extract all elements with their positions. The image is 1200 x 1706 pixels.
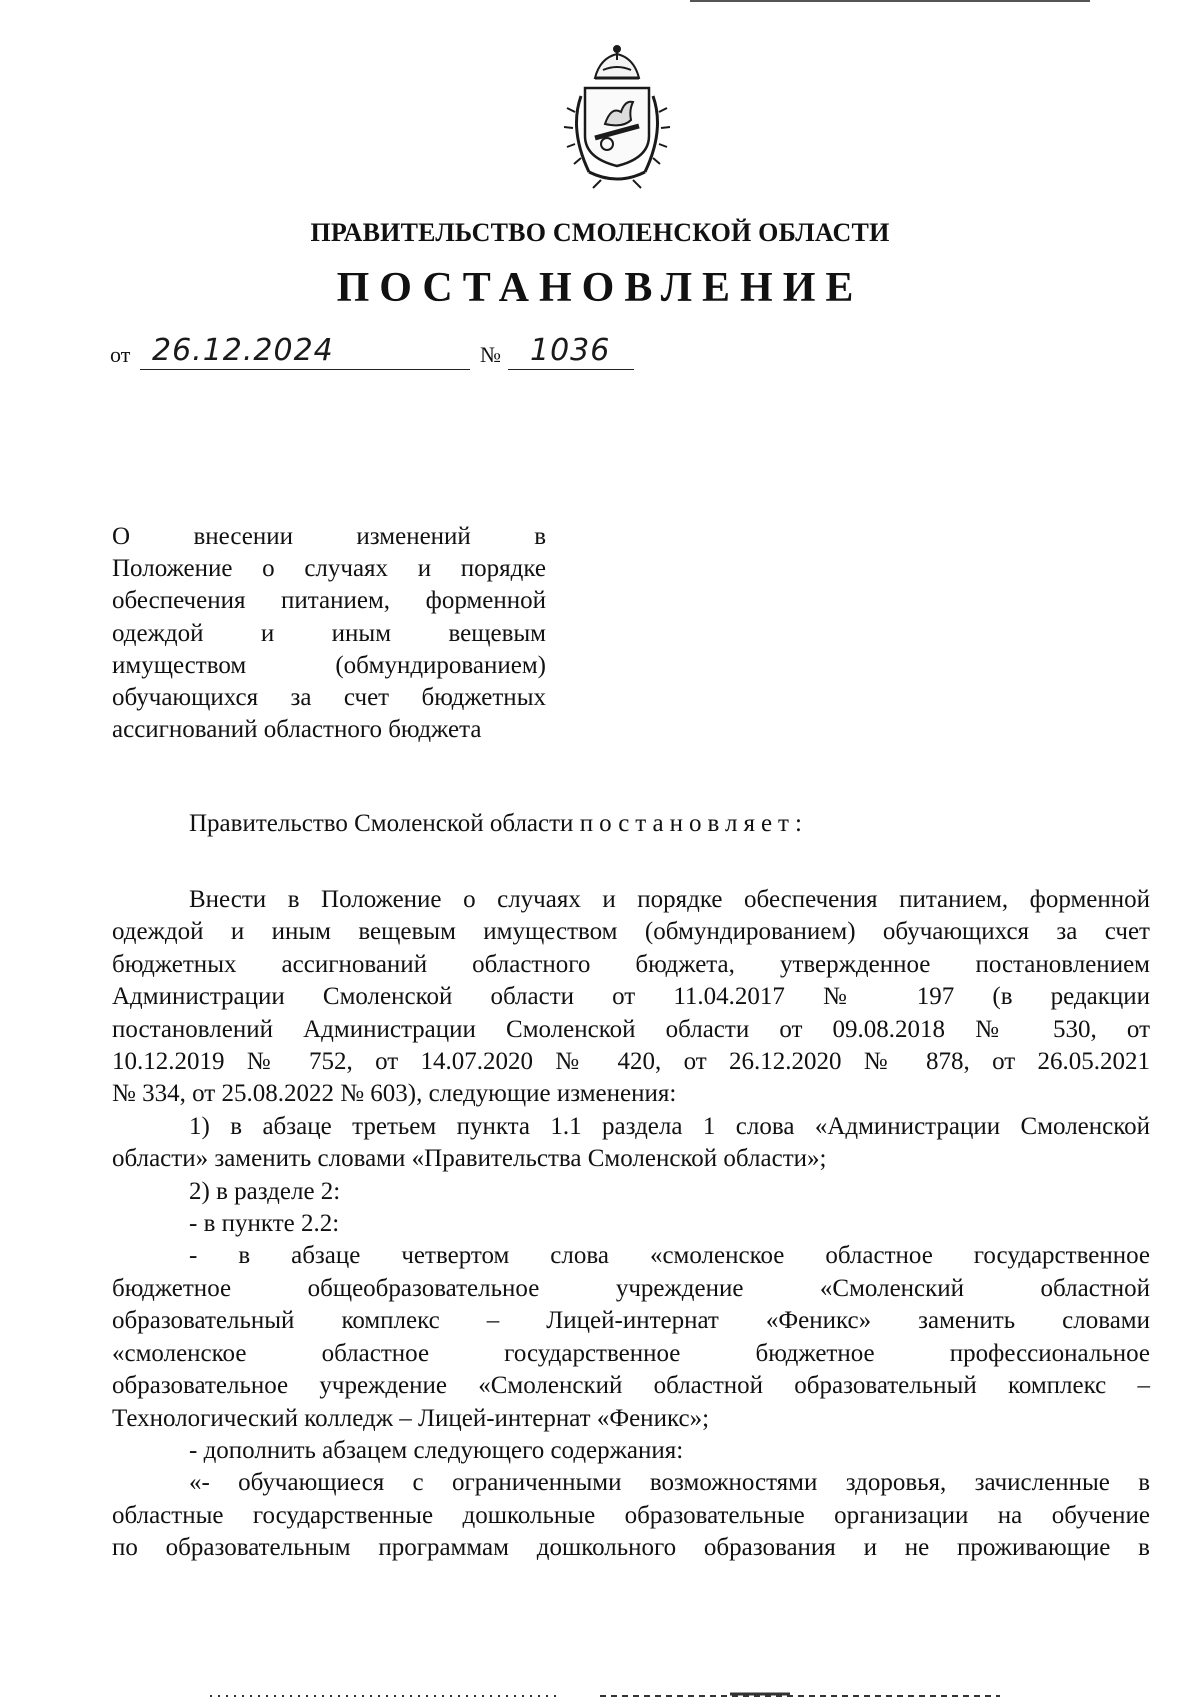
body-line: - в пункте 2.2:	[189, 1210, 340, 1238]
body-line: - дополнить абзацем следующего содержания:	[189, 1436, 684, 1464]
subject-line: одеждой и иным вещевым	[112, 619, 546, 647]
body-line: области» заменить словами «Правительства Смоленской области»;	[112, 1145, 827, 1173]
body-line: «- обучающиеся с ограниченными возможностями здоровья, зачисленные в	[189, 1469, 1150, 1497]
number-underline	[508, 369, 634, 370]
body-line: по образовательным программам дошкольного образования и не проживающие в	[112, 1534, 1150, 1562]
subject-line: обеспечения питанием, форменной	[112, 587, 546, 615]
date-underline	[140, 369, 470, 370]
body-line: - в абзаце четвертом слова «смоленское областное государственное	[189, 1242, 1150, 1270]
government-title: ПРАВИТЕЛЬСТВО СМОЛЕНСКОЙ ОБЛАСТИ	[310, 218, 890, 247]
subject-line: обучающихся за счет бюджетных	[112, 684, 546, 712]
body-line: бюджетное общеобразовательное учреждение «Смоленский областной	[112, 1274, 1150, 1302]
preamble-prefix: Правительство Смоленской области	[189, 810, 580, 837]
body-line: Администрации Смоленской области от 11.04.2017 № 197 (в редакции	[112, 983, 1150, 1011]
handwritten-date: 26.12.2024	[152, 333, 334, 368]
date-number-line	[110, 332, 630, 374]
subject-line: Положение о случаях и порядке	[112, 555, 546, 583]
body-line: областные государственные дошкольные образовательные организации на обучение	[112, 1501, 1150, 1529]
body-line: постановлений Администрации Смоленской области от 09.08.2018 № 530, от	[112, 1015, 1150, 1043]
preamble	[189, 810, 808, 838]
subject-line: имуществом (обмундированием)	[112, 651, 546, 679]
body-line: Технологический колледж – Лицей-интернат «Феникс»;	[112, 1404, 710, 1432]
body-line: одеждой и иным вещевым имуществом (обмундированием) обучающихся за счет	[112, 918, 1150, 946]
body-line: 1) в абзаце третьем пункта 1.1 раздела 1 слова «Администрации Смоленской	[189, 1112, 1150, 1140]
decree-subject	[112, 521, 546, 746]
date-prefix: от	[110, 342, 131, 367]
coat-of-arms-emblem	[555, 40, 680, 190]
body-line: 10.12.2019 № 752, от 14.07.2020 № 420, от 26.12.2020 № 878, от 26.05.2021	[112, 1048, 1150, 1076]
body-line: Внести в Положение о случаях и порядке обеспечения питанием, форменной	[189, 886, 1150, 913]
decree-body	[112, 884, 1150, 1565]
decree-title: ПОСТАНОВЛЕНИЕ	[336, 265, 864, 311]
subject-line: ассигнований областного бюджета	[112, 716, 482, 744]
scan-bottom-marks	[0, 1690, 1200, 1700]
body-line: 2) в разделе 2:	[189, 1177, 341, 1205]
top-edge-rule	[690, 0, 1090, 2]
subject-line: О внесении изменений в	[112, 523, 546, 550]
body-line: № 334, от 25.08.2022 № 603), следующие изменения:	[112, 1080, 677, 1108]
body-line: образовательное учреждение «Смоленский областной образовательный комплекс –	[112, 1372, 1150, 1400]
body-line: бюджетных ассигнований областного бюджета, утвержденное постановлением	[112, 950, 1150, 978]
preamble-decides: постановляет:	[579, 810, 808, 837]
number-prefix: №	[480, 342, 501, 367]
body-line: «смоленское областное государственное бюджетное профессиональное	[112, 1339, 1150, 1367]
body-line: образовательный комплекс – Лицей-интернат «Феникс» заменить словами	[112, 1307, 1150, 1335]
handwritten-number: 1036	[530, 333, 611, 368]
